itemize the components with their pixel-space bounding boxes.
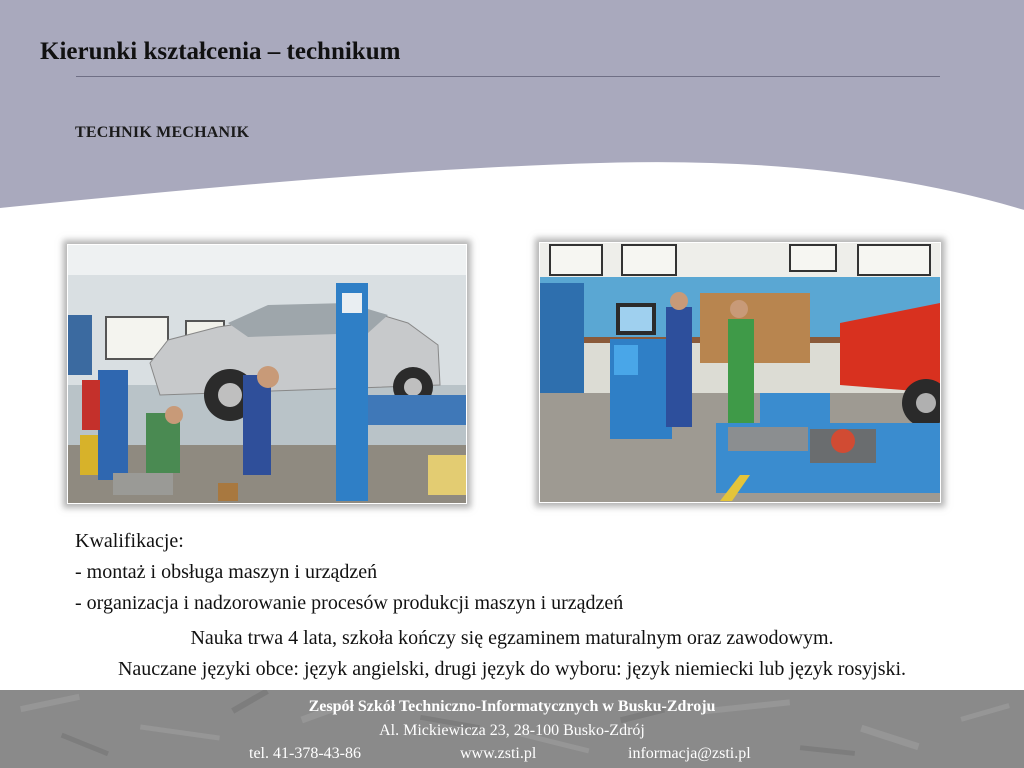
study-duration-text: Nauka trwa 4 lata, szkoła kończy się egzaminem maturalnym oraz zawodowym. xyxy=(190,627,834,649)
workshop-diagnostics-photo xyxy=(539,242,941,503)
page-title: Kierunki kształcenia – technikum xyxy=(40,38,401,65)
title-divider xyxy=(76,76,940,77)
email-link[interactable]: informacja@zsti.pl xyxy=(628,745,751,762)
page-subtitle: TECHNIK MECHANIK xyxy=(75,124,250,141)
school-name: Zespół Szkół Techniczno-Informatycznych w Busku-Zdroju xyxy=(308,698,716,715)
school-address: Al. Mickiewicza 23, 28-100 Busko-Zdrój xyxy=(379,722,645,739)
qualification-item: - organizacja i nadzorowanie procesów produkcji maszyn i urządzeń xyxy=(75,592,624,614)
qualifications-heading: Kwalifikacje: xyxy=(75,530,184,552)
footer-band xyxy=(0,690,1024,768)
qualification-item: - montaż i obsługa maszyn i urządzeń xyxy=(75,561,378,583)
website-link[interactable]: www.zsti.pl xyxy=(460,745,537,762)
workshop-car-lift-photo xyxy=(67,244,467,504)
phone-number: tel. 41-378-43-86 xyxy=(249,745,361,762)
header-band xyxy=(0,0,1024,230)
foreign-languages-text: Nauczane języki obce: język angielski, drugi język do wyboru: język niemiecki lub język rosyjski. xyxy=(117,658,907,680)
